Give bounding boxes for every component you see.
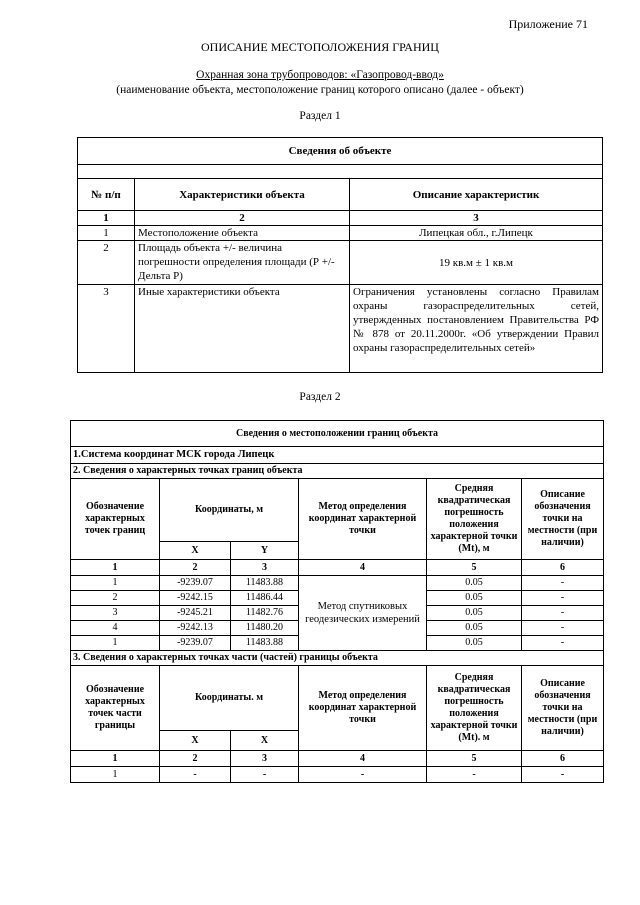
appendix-label: Приложение 71 (508, 17, 588, 31)
point-y: 11486.44 (231, 591, 299, 606)
row-number: 2 (78, 241, 135, 285)
spacer-row (78, 165, 603, 179)
col-header-description: Описание характеристик (350, 179, 603, 211)
part-point-x: - (160, 767, 231, 783)
col-number: 2 (160, 751, 231, 767)
part-point-number: 1 (71, 767, 160, 783)
table-row (71, 576, 604, 591)
object-info-table (77, 137, 603, 373)
point-y: 11482.76 (231, 606, 299, 621)
col-header-error: Средняя квадратическая погрешность положения характерной точки (Mt), м (427, 479, 522, 560)
col-number: 5 (427, 560, 522, 576)
col-number: 6 (522, 560, 604, 576)
col-number: 2 (160, 560, 231, 576)
col-header-coords: Координаты, м (160, 479, 299, 542)
point-mt: 0.05 (427, 636, 522, 651)
point-y: 11483.88 (231, 636, 299, 651)
point-number: 1 (71, 636, 160, 651)
col-header-part-desc: Описание обозначения точки на местности (при наличии) (522, 666, 604, 751)
point-x: -9242.13 (160, 621, 231, 636)
table-row (78, 241, 603, 285)
row-characteristic: Местоположение объекта (135, 226, 350, 241)
col-header-part-error: Средняя квадратическая погрешность положения характерной точки (Mt). м (427, 666, 522, 751)
col-header-point: Обозначение характерных точек границ (71, 479, 160, 560)
point-y: 11480.20 (231, 621, 299, 636)
col-header-part-coords: Координаты. м (160, 666, 299, 731)
object-name: Охранная зона трубопроводов: «Газопровод-ввод» (196, 69, 444, 81)
table-row (71, 767, 604, 783)
row-description: Липецкая обл., г.Липецк (350, 226, 603, 241)
part-point-y: - (231, 767, 299, 783)
point-desc: - (522, 576, 604, 591)
section-1-heading: Раздел 1 (299, 110, 341, 122)
point-mt: 0.05 (427, 576, 522, 591)
document-title: ОПИСАНИЕ МЕСТОПОЛОЖЕНИЯ ГРАНИЦ (201, 40, 439, 54)
object-name-caption: (наименование объекта, местоположение границ которого описано (далее - объект) (116, 84, 524, 96)
object-info-title: Сведения об объекте (78, 138, 603, 165)
col-number: 1 (71, 751, 160, 767)
point-y: 11483.88 (231, 576, 299, 591)
col-header-desc: Описание обозначения точки на местности (при наличии) (522, 479, 604, 560)
row-characteristic: Иные характеристики объекта (135, 285, 350, 373)
row-description: Ограничения установлены согласно Правилам охраны газораспределительных сетей, утвержденных постановлением Правительства РФ № 878 от 20.11.2000г. «Об утверждении Правил охраны газораспределительных сетей» (350, 285, 603, 373)
method-cell: Метод спутниковых геодезических измерений (299, 576, 427, 651)
col-header-number: № п/п (78, 179, 135, 211)
coord-system: 1.Система координат МСК города Липецк (71, 447, 604, 464)
point-desc: - (522, 606, 604, 621)
col-number: 4 (299, 560, 427, 576)
part-3-title: 3. Сведения о характерных точках части (частей) границы объекта (71, 651, 604, 666)
col-header-method: Метод определения координат характерной точки (299, 479, 427, 560)
part-point-mt: - (427, 767, 522, 783)
col-header-part-method: Метод определения координат характерной точки (299, 666, 427, 751)
point-number: 3 (71, 606, 160, 621)
point-x: -9242.15 (160, 591, 231, 606)
point-number: 1 (71, 576, 160, 591)
col-number: 1 (78, 211, 135, 226)
boundary-title: Сведения о местоположении границ объекта (71, 421, 604, 447)
col-header-part-y: X (231, 731, 299, 751)
point-desc: - (522, 636, 604, 651)
point-x: -9239.07 (160, 576, 231, 591)
col-number: 2 (135, 211, 350, 226)
point-x: -9239.07 (160, 636, 231, 651)
col-number: 1 (71, 560, 160, 576)
col-number: 3 (231, 560, 299, 576)
col-number: 4 (299, 751, 427, 767)
point-number: 2 (71, 591, 160, 606)
col-header-characteristic: Характеристики объекта (135, 179, 350, 211)
col-number: 5 (427, 751, 522, 767)
col-number: 3 (350, 211, 603, 226)
point-mt: 0.05 (427, 591, 522, 606)
col-header-part-point: Обозначение характерных точек части границы (71, 666, 160, 751)
col-number: 6 (522, 751, 604, 767)
part-point-desc: - (522, 767, 604, 783)
row-characteristic: Площадь объекта +/- величина погрешности определения площади (Р +/- Дельта Р) (135, 241, 350, 285)
point-mt: 0.05 (427, 621, 522, 636)
col-header-y: Y (231, 542, 299, 560)
part-2-title: 2. Сведения о характерных точках границ объекта (71, 464, 604, 479)
col-number: 3 (231, 751, 299, 767)
table-row (78, 226, 603, 241)
col-header-part-x: X (160, 731, 231, 751)
row-number: 1 (78, 226, 135, 241)
row-number: 3 (78, 285, 135, 373)
table-row (78, 285, 603, 373)
section-2-heading: Раздел 2 (299, 391, 341, 403)
boundary-points-table (70, 420, 604, 783)
col-header-x: X (160, 542, 231, 560)
point-number: 4 (71, 621, 160, 636)
row-description: 19 кв.м ± 1 кв.м (350, 241, 603, 285)
point-mt: 0.05 (427, 606, 522, 621)
part-point-method: - (299, 767, 427, 783)
point-desc: - (522, 591, 604, 606)
point-desc: - (522, 621, 604, 636)
point-x: -9245.21 (160, 606, 231, 621)
